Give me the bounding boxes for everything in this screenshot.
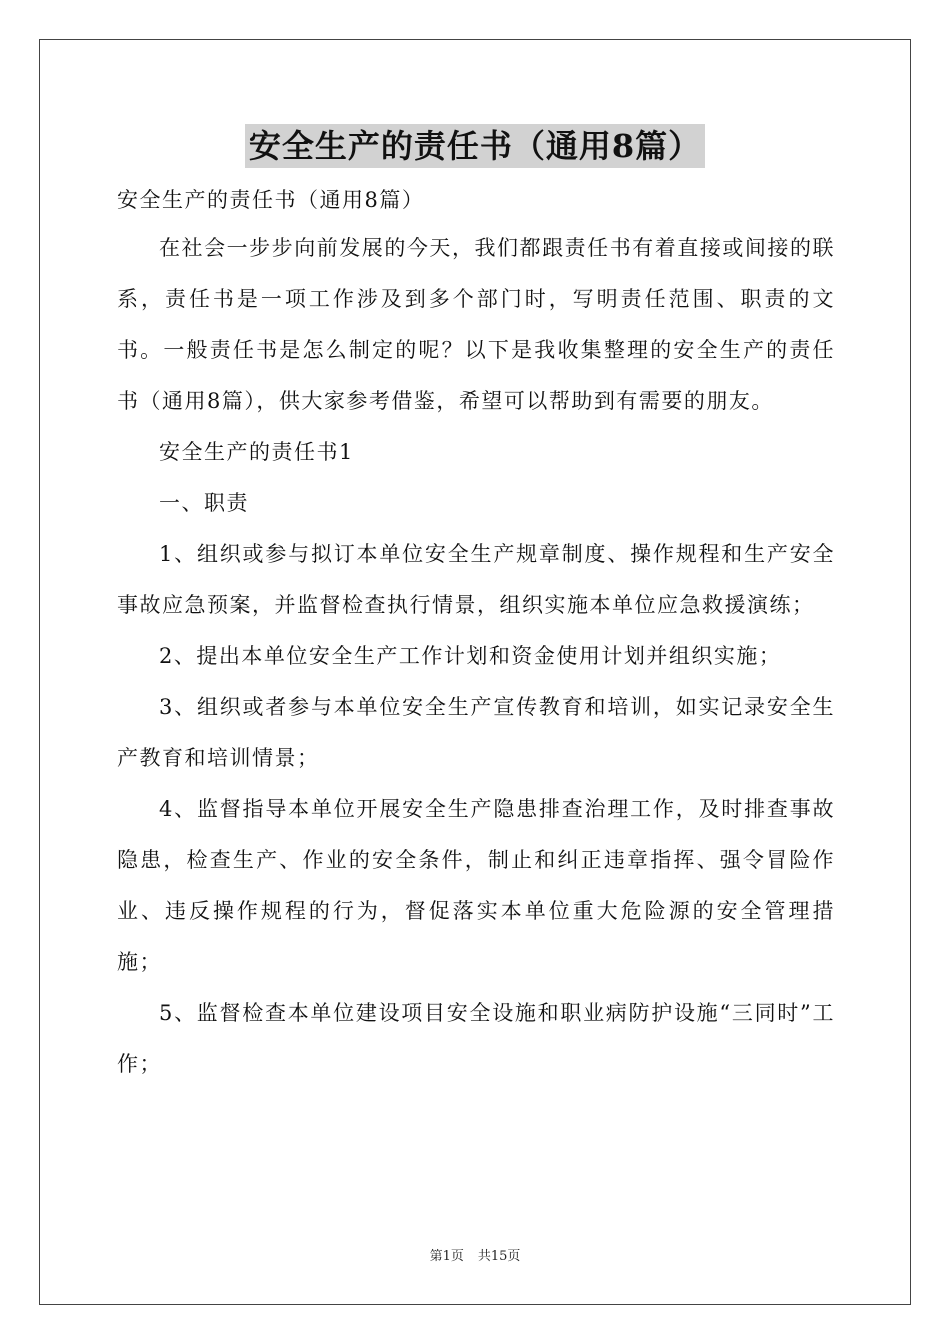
paragraph-intro: 在社会一步步向前发展的今天，我们都跟责任书有着直接或间接的联系，责任书是一项工作涉及到多个部门时，写明责任范围、职责的文书。一般责任书是怎么制定的呢？以下是我收集整理的安全生产的责任书（通用8篇），供大家参考借鉴，希望可以帮助到有需要的朋友。	[117, 236, 835, 413]
document-body	[117, 180, 835, 1090]
page-number: 第1页	[429, 1249, 464, 1264]
paragraph-item-2: 2、提出本单位安全生产工作计划和资金使用计划并组织实施；	[159, 644, 782, 668]
section-heading: 安全生产的责任书1	[159, 440, 354, 464]
paragraph-item-5: 5、监督检查本单位建设项目安全设施和职业病防护设施“三同时”工作；	[117, 1001, 835, 1076]
page-total: 共15页	[477, 1249, 521, 1264]
paragraph-item-4: 4、监督指导本单位开展安全生产隐患排查治理工作，及时排查事故隐患，检查生产、作业的安全条件，制止和纠正违章指挥、强令冒险作业、违反操作规程的行为，督促落实本单位重大危险源的安全管理措施；	[117, 797, 835, 974]
document-title: 安全生产的责任书（通用8篇）	[245, 124, 705, 168]
document-subtitle: 安全生产的责任书（通用8篇）	[117, 188, 425, 212]
title-container	[0, 124, 950, 168]
subsection-heading: 一、职责	[159, 491, 249, 515]
paragraph-item-1: 1、组织或参与拟订本单位安全生产规章制度、操作规程和生产安全事故应急预案，并监督检查执行情景，组织实施本单位应急救援演练；	[117, 542, 835, 617]
page-footer	[0, 1245, 950, 1264]
paragraph-item-3: 3、组织或者参与本单位安全生产宣传教育和培训，如实记录安全生产教育和培训情景；	[117, 695, 835, 770]
